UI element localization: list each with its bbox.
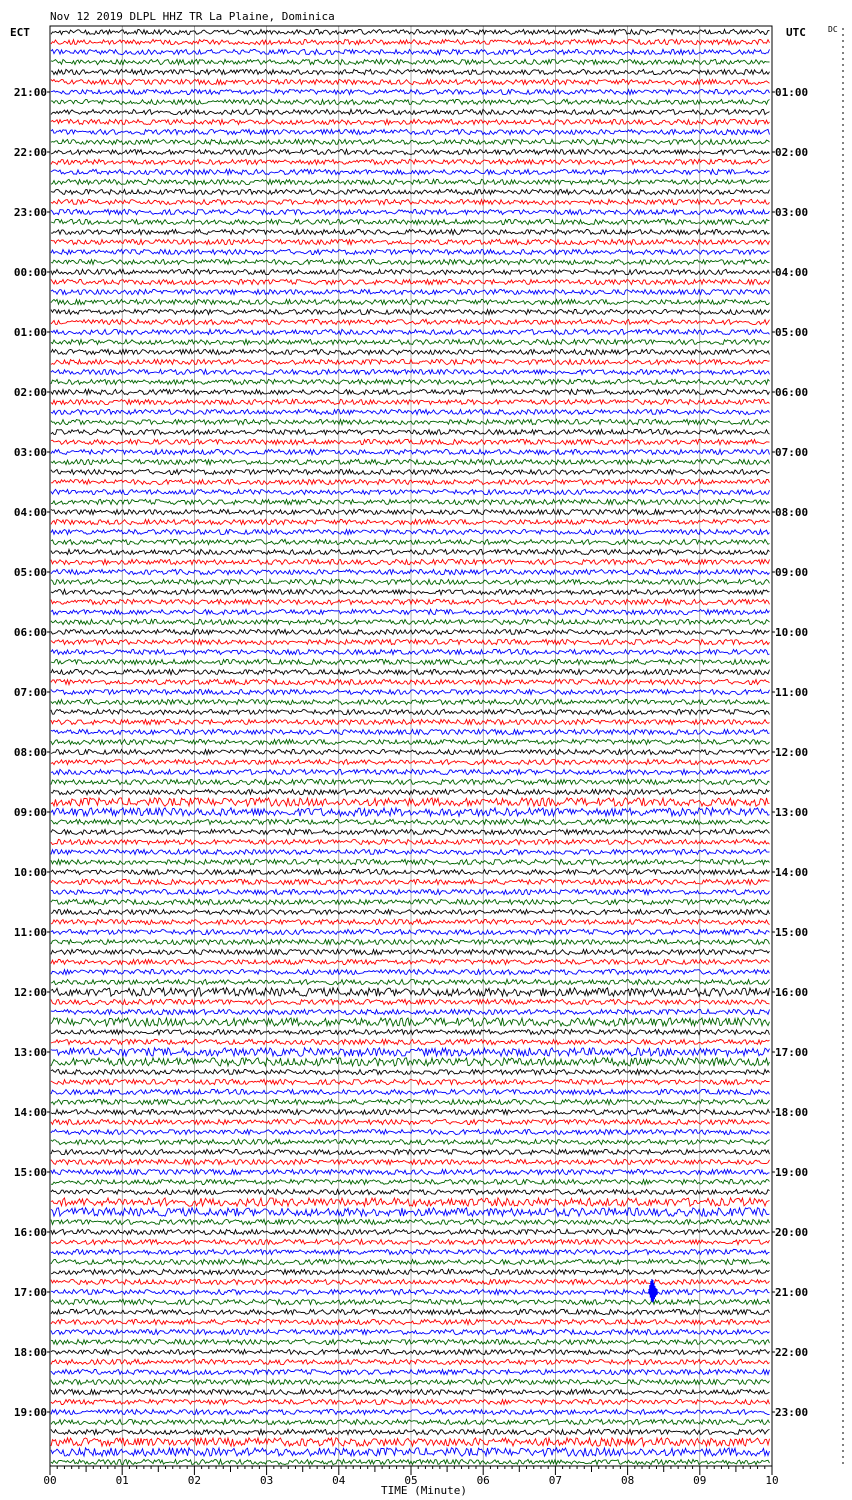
seismic-trace [51, 549, 770, 554]
seismic-trace [51, 1058, 770, 1066]
seismic-trace [51, 789, 770, 794]
seismic-trace [51, 149, 770, 154]
seismic-trace [51, 1069, 770, 1074]
right-hour-label: 21:00 [775, 1286, 809, 1299]
seismic-trace [51, 929, 770, 934]
seismic-trace [51, 749, 770, 754]
x-tick-label: 00 [43, 1474, 57, 1487]
seismic-trace [51, 49, 770, 54]
seismic-trace [51, 1329, 770, 1334]
seismic-trace [51, 1089, 770, 1094]
dc-corner-label: DC [828, 25, 838, 34]
seismic-trace [51, 1018, 770, 1026]
seismic-trace [51, 1159, 770, 1164]
left-hour-axis [14, 86, 50, 1419]
seismic-trace [51, 619, 770, 624]
seismic-trace [51, 260, 770, 265]
seismic-trace [51, 39, 770, 44]
seismic-trace [51, 59, 770, 64]
right-hour-label: 13:00 [775, 806, 809, 819]
seismic-trace [51, 439, 770, 444]
seismic-trace [51, 889, 770, 894]
right-hour-label: 07:00 [775, 446, 809, 459]
seismic-trace [51, 419, 770, 424]
right-hour-label: 05:00 [775, 326, 809, 339]
seismic-trace [51, 349, 770, 354]
seismic-trace [51, 389, 770, 394]
left-hour-label: 23:00 [13, 206, 47, 219]
seismic-trace [51, 719, 770, 724]
x-tick-label: 10 [765, 1474, 779, 1487]
right-hour-label: 17:00 [775, 1046, 809, 1059]
seismic-trace [51, 829, 770, 834]
left-hour-label: 11:00 [13, 926, 47, 939]
seismic-trace [51, 1319, 770, 1324]
seismic-trace [51, 599, 770, 604]
seismic-trace [51, 1130, 770, 1135]
seismic-trace [51, 299, 770, 304]
right-hour-label: 08:00 [775, 506, 809, 519]
seismic-trace [51, 1229, 770, 1234]
seismic-trace [51, 979, 770, 984]
seismic-trace [51, 1149, 770, 1154]
seismic-trace [51, 249, 770, 254]
seismic-event [649, 1279, 658, 1302]
seismic-trace [51, 539, 770, 544]
seismic-trace [51, 99, 770, 104]
seismic-trace [51, 159, 770, 164]
seismic-trace [51, 949, 770, 954]
left-hour-label: 03:00 [13, 446, 47, 459]
seismic-trace [51, 289, 770, 294]
seismic-trace [51, 509, 770, 514]
seismic-trace [51, 479, 770, 484]
seismic-trace [51, 679, 770, 684]
seismic-trace [51, 499, 770, 504]
right-hour-label: 23:00 [775, 1406, 809, 1419]
seismic-trace [51, 589, 770, 594]
seismic-trace [51, 399, 770, 404]
seismic-trace [51, 169, 770, 174]
left-hour-label: 13:00 [13, 1046, 47, 1059]
right-hour-label: 09:00 [775, 566, 809, 579]
seismic-trace [51, 939, 770, 944]
left-hour-label: 19:00 [13, 1406, 47, 1419]
seismic-trace [51, 269, 770, 274]
seismic-trace [51, 129, 770, 134]
right-hour-label: 19:00 [775, 1166, 809, 1179]
seismic-trace [51, 1009, 770, 1014]
seismic-trace [51, 239, 770, 244]
seismic-trace [51, 869, 770, 874]
seismic-trace [51, 119, 770, 124]
seismic-trace [51, 409, 770, 414]
seismic-trace [51, 1029, 770, 1034]
seismic-trace [51, 1079, 770, 1084]
seismic-trace [51, 639, 770, 644]
seismic-trace [51, 579, 770, 584]
x-tick-label: 02 [187, 1474, 202, 1487]
right-hour-label: 14:00 [775, 866, 809, 879]
left-axis-label: ECT [10, 26, 30, 39]
seismic-trace [51, 519, 770, 524]
seismic-trace [51, 769, 770, 774]
left-hour-label: 21:00 [13, 86, 47, 99]
seismic-trace [51, 1119, 770, 1124]
seismic-trace [51, 1039, 770, 1044]
seismic-trace [51, 609, 770, 614]
seismic-traces [51, 29, 770, 1464]
seismic-trace [51, 899, 770, 904]
seismic-trace [51, 569, 770, 574]
seismic-trace [51, 319, 770, 324]
seismic-trace [51, 910, 770, 915]
seismic-trace [51, 189, 770, 194]
x-tick-label: 09 [693, 1474, 707, 1487]
seismic-trace [51, 859, 770, 864]
right-hour-label: 06:00 [775, 386, 809, 399]
left-hour-label: 17:00 [13, 1286, 47, 1299]
seismic-trace [51, 1139, 770, 1144]
left-hour-label: 02:00 [13, 386, 47, 399]
seismic-trace [51, 988, 770, 996]
seismic-trace [51, 1359, 770, 1364]
seismic-trace [51, 109, 770, 114]
seismic-trace [51, 209, 770, 214]
seismic-trace [51, 559, 770, 564]
seismic-trace [51, 139, 770, 144]
chart-title: Nov 12 2019 DLPL HHZ TR La Plaine, Dominica [50, 10, 335, 23]
seismic-trace [51, 839, 770, 844]
x-tick-label: 03 [259, 1474, 274, 1487]
right-hour-label: 10:00 [775, 626, 809, 639]
seismic-trace [51, 1369, 770, 1374]
right-hour-label: 15:00 [775, 926, 809, 939]
seismic-trace [51, 739, 770, 744]
seismic-trace [51, 709, 770, 714]
right-axis-label: UTC [786, 26, 806, 39]
seismic-trace [51, 1048, 770, 1056]
seismic-trace [51, 199, 770, 204]
right-hour-axis [772, 86, 808, 1419]
seismic-trace [51, 999, 770, 1004]
seismic-trace [51, 459, 770, 464]
left-hour-label: 15:00 [13, 1166, 47, 1179]
left-hour-label: 06:00 [13, 626, 47, 639]
right-hour-label: 16:00 [775, 986, 809, 999]
left-hour-label: 01:00 [13, 326, 47, 339]
seismic-trace [51, 469, 770, 474]
seismic-trace [51, 1399, 770, 1404]
seismic-trace [51, 1419, 770, 1424]
seismic-trace [51, 649, 770, 654]
left-hour-label: 14:00 [13, 1106, 47, 1119]
seismic-trace [51, 29, 770, 34]
seismic-trace [51, 1269, 770, 1274]
seismic-trace [51, 1179, 770, 1184]
seismic-trace [51, 1339, 770, 1344]
right-hour-label: 18:00 [775, 1106, 809, 1119]
right-hour-label: 22:00 [775, 1346, 809, 1359]
seismic-trace [51, 819, 770, 824]
seismic-trace [51, 1279, 770, 1284]
seismic-trace [51, 309, 770, 314]
seismic-trace [51, 1350, 770, 1355]
seismic-trace [51, 659, 770, 664]
seismic-trace [51, 1259, 770, 1264]
left-hour-label: 08:00 [13, 746, 47, 759]
seismic-trace [51, 359, 770, 364]
x-axis-label: TIME (Minute) [380, 1484, 468, 1497]
left-hour-label: 00:00 [13, 266, 47, 279]
seismic-trace [51, 179, 770, 184]
left-hour-label: 07:00 [13, 686, 47, 699]
seismic-trace [51, 329, 770, 334]
seismic-trace [51, 339, 770, 344]
left-hour-label: 09:00 [13, 806, 47, 819]
seismic-trace [51, 1208, 770, 1216]
right-hour-label: 12:00 [775, 746, 809, 759]
seismic-trace [51, 369, 770, 374]
seismic-trace [51, 1309, 770, 1314]
seismic-trace [51, 1299, 770, 1304]
seismic-trace [51, 1249, 770, 1254]
seismic-trace [51, 1438, 770, 1446]
seismic-trace [51, 669, 770, 674]
right-hour-label: 11:00 [775, 686, 809, 699]
seismic-trace [51, 879, 770, 884]
seismic-trace [51, 849, 770, 854]
right-hour-label: 20:00 [775, 1226, 809, 1239]
right-hour-label: 03:00 [775, 206, 809, 219]
x-tick-label: 07 [548, 1474, 563, 1487]
seismic-trace [51, 1289, 770, 1294]
x-tick-label: 06 [476, 1474, 490, 1487]
seismic-trace [51, 1169, 770, 1174]
seismic-trace [51, 1409, 770, 1414]
seismic-trace [51, 279, 770, 284]
seismic-trace [51, 1448, 770, 1456]
seismic-trace [51, 489, 770, 494]
x-tick-label: 05 [404, 1474, 418, 1487]
seismic-trace [51, 1219, 770, 1224]
left-hour-label: 18:00 [13, 1346, 47, 1359]
right-hour-label: 04:00 [775, 266, 809, 279]
seismic-trace [51, 969, 770, 974]
left-hour-label: 10:00 [13, 866, 47, 879]
seismic-trace [51, 1109, 770, 1114]
left-hour-label: 22:00 [13, 146, 47, 159]
left-hour-label: 05:00 [13, 566, 47, 579]
seismic-trace [51, 449, 770, 454]
seismic-trace [51, 919, 770, 924]
seismic-trace [51, 1459, 770, 1464]
seismic-trace [51, 1389, 770, 1394]
seismic-trace [51, 89, 770, 94]
seismic-trace [51, 798, 770, 806]
right-hour-label: 01:00 [775, 86, 809, 99]
seismic-trace [51, 729, 770, 734]
x-tick-label: 08 [620, 1474, 635, 1487]
seismic-trace [51, 379, 770, 384]
seismic-trace [51, 529, 770, 534]
seismic-trace [51, 808, 770, 816]
x-tick-label: 04 [332, 1474, 346, 1487]
left-hour-label: 04:00 [13, 506, 47, 519]
seismic-trace [51, 959, 770, 964]
left-hour-label: 12:00 [13, 986, 47, 999]
seismic-trace [51, 779, 770, 784]
seismic-trace [51, 429, 770, 434]
seismic-trace [51, 699, 770, 704]
seismic-trace [51, 69, 770, 74]
seismic-trace [51, 1099, 770, 1104]
seismic-trace [51, 229, 770, 234]
seismic-trace [51, 759, 770, 764]
x-tick-label: 01 [115, 1474, 129, 1487]
seismic-trace [51, 689, 770, 694]
seismic-trace [51, 629, 770, 634]
seismic-trace [51, 1239, 770, 1244]
right-hour-label: 02:00 [775, 146, 809, 159]
seismic-trace [51, 1198, 770, 1206]
seismic-trace [51, 1379, 770, 1384]
seismic-trace [51, 219, 770, 224]
left-hour-label: 16:00 [13, 1226, 47, 1239]
seismic-trace [51, 1189, 770, 1194]
seismic-trace [51, 1429, 770, 1434]
seismic-trace [51, 79, 770, 84]
